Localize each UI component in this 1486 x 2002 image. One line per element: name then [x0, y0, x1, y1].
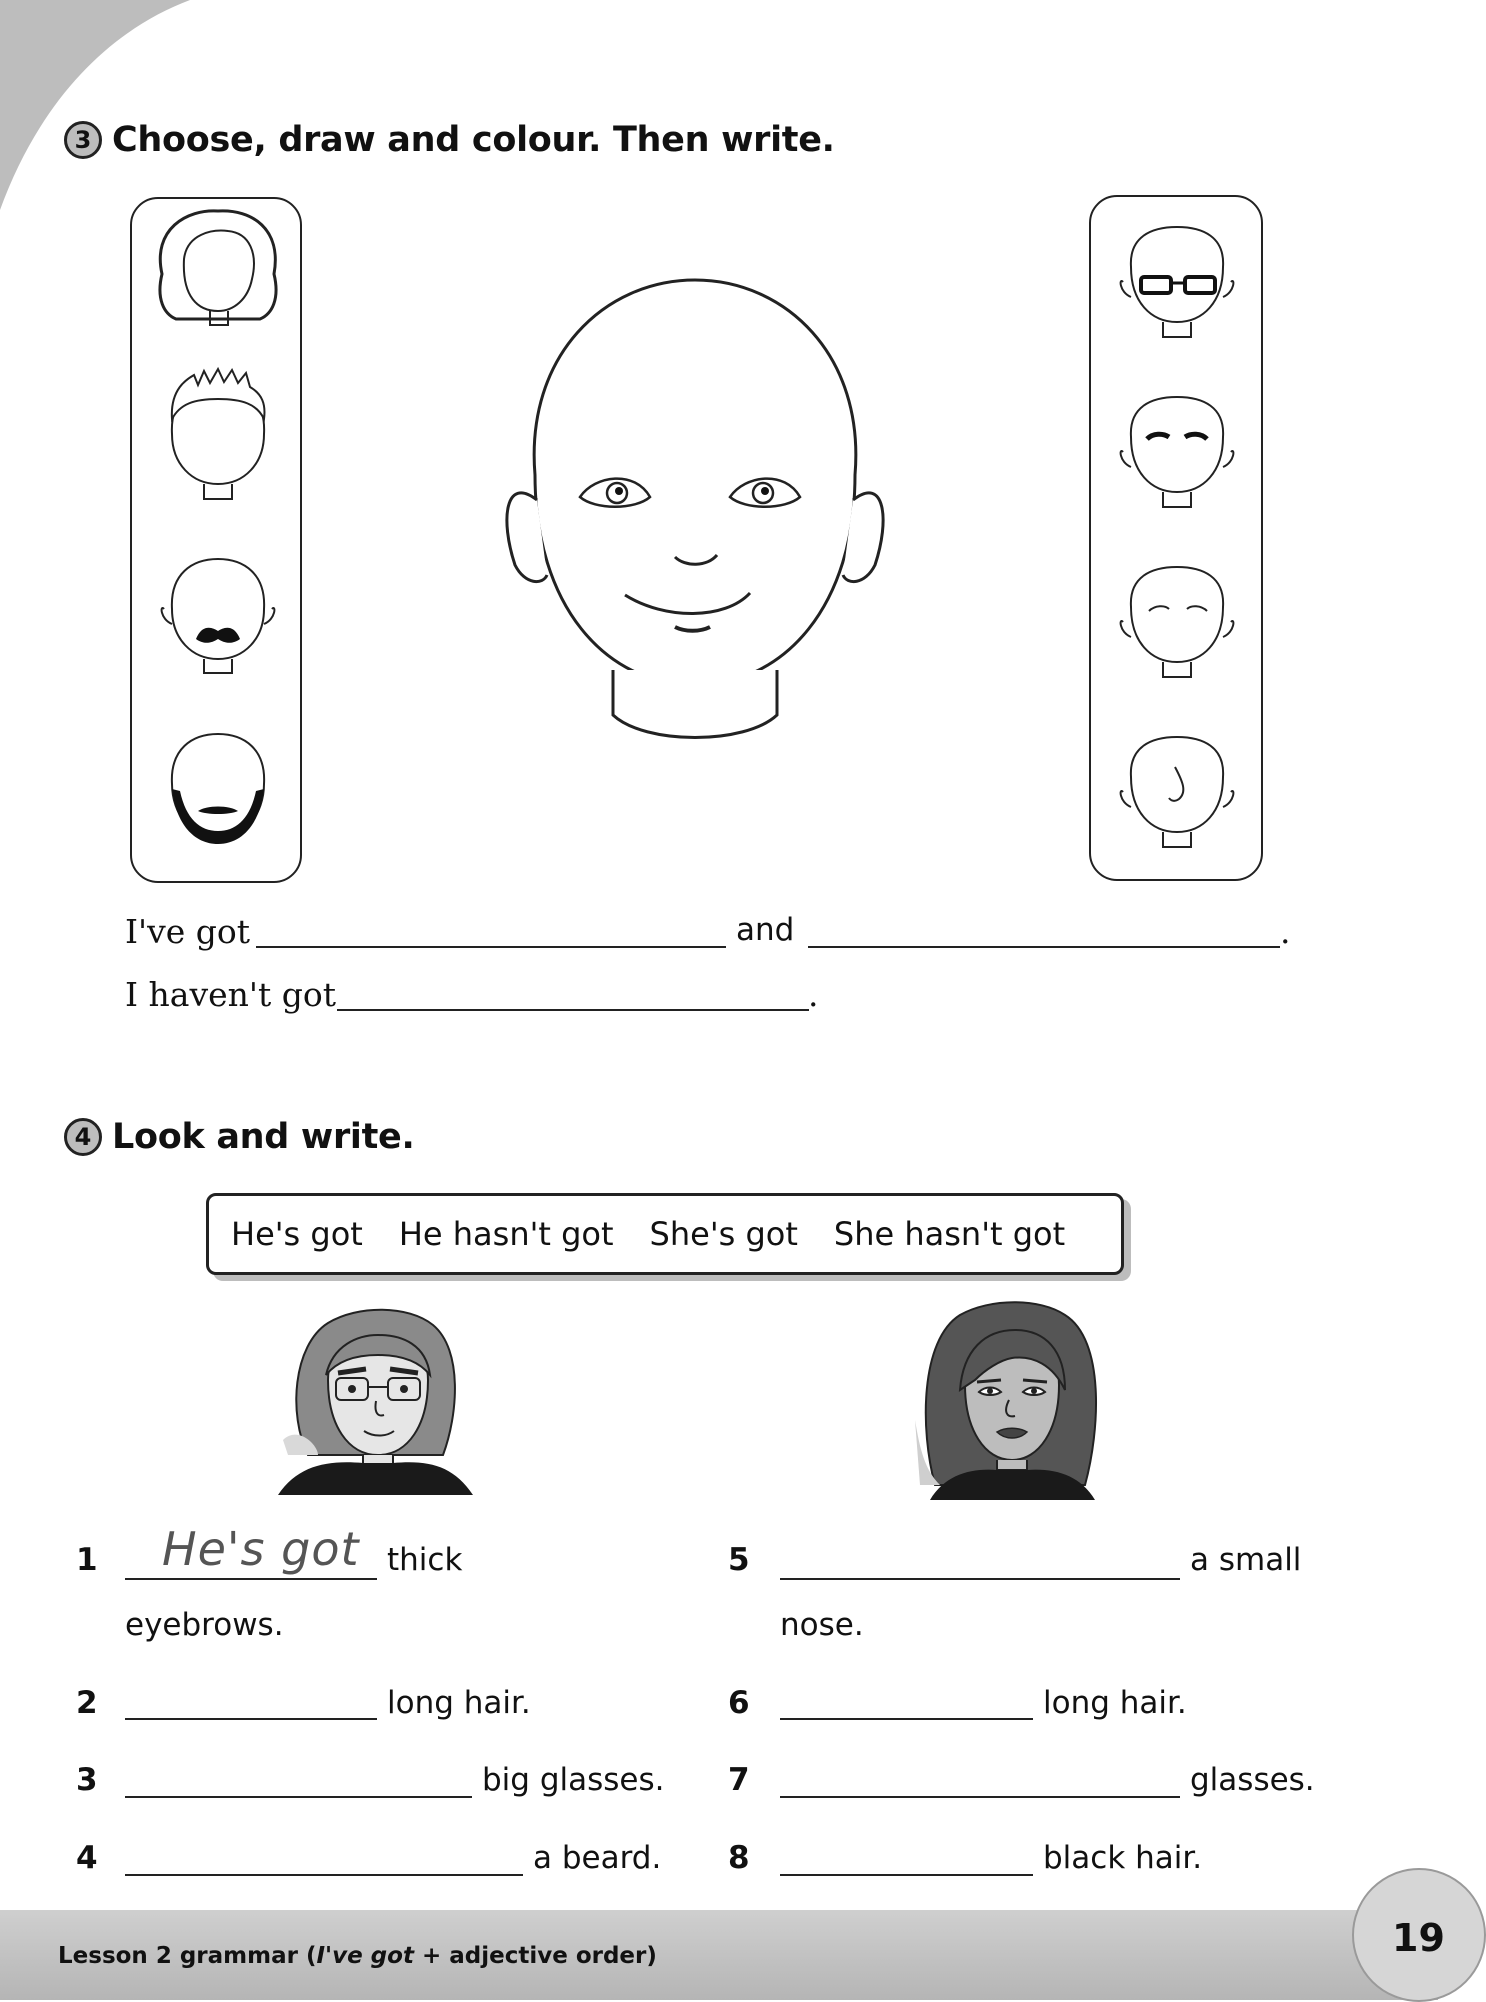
- left-options-panel: [130, 197, 302, 883]
- exercise-3-number: 3: [64, 121, 102, 159]
- answer-blank-5[interactable]: [780, 1578, 1180, 1580]
- footer-lesson: Lesson 2 grammar (: [58, 1943, 317, 1969]
- man-with-glasses-picture: [278, 1305, 473, 1495]
- item-text-6: long hair.: [1043, 1685, 1187, 1721]
- item-number-7: 7: [728, 1762, 750, 1798]
- page-corner-shadow: [0, 0, 190, 210]
- word-option-hes-got: He's got: [231, 1215, 363, 1253]
- answer-blank-4[interactable]: [125, 1874, 523, 1876]
- footer-grammar-italic: I've got: [316, 1943, 414, 1969]
- item-number-2: 2: [76, 1685, 98, 1721]
- eyes-option[interactable]: [1121, 567, 1234, 677]
- item-text-1-cont: eyebrows.: [125, 1607, 284, 1643]
- item-text-3: big glasses.: [482, 1762, 665, 1798]
- item-number-3: 3: [76, 1762, 98, 1798]
- item-number-4: 4: [76, 1840, 98, 1876]
- word-option-he-hasnt-got: He hasn't got: [398, 1215, 614, 1253]
- woman-long-hair-picture: [915, 1300, 1105, 1500]
- ex3-blank-2[interactable]: [808, 946, 1280, 948]
- word-box: [206, 1193, 1124, 1275]
- exercise-4-heading: [64, 1117, 415, 1157]
- answer-blank-6[interactable]: [780, 1718, 1033, 1720]
- answer-blank-3[interactable]: [125, 1796, 472, 1798]
- exercise-3-instruction: Choose, draw and colour. Then write.: [112, 120, 835, 160]
- exercise-3-heading: [64, 120, 835, 160]
- item-text-4: a beard.: [533, 1840, 662, 1876]
- item-text-2: long hair.: [387, 1685, 531, 1721]
- item-number-5: 5: [728, 1542, 750, 1578]
- page-number: 19: [1392, 1916, 1445, 1960]
- ex3-line1-period: .: [1280, 912, 1291, 951]
- answer-blank-2[interactable]: [125, 1718, 377, 1720]
- ex3-blank-3[interactable]: [337, 1009, 809, 1011]
- moustache-option[interactable]: [162, 559, 275, 673]
- ex3-blank-1[interactable]: [256, 946, 726, 948]
- item-text-5-cont: nose.: [780, 1607, 864, 1643]
- item-number-6: 6: [728, 1685, 750, 1721]
- left-options-illustrations: [132, 199, 304, 885]
- nose-option[interactable]: [1121, 737, 1234, 847]
- answer-blank-8[interactable]: [780, 1874, 1033, 1876]
- ex3-line2-period: .: [808, 975, 819, 1014]
- footer-rest: + adjective order): [413, 1943, 657, 1969]
- ex3-line2-start: I haven't got: [125, 975, 336, 1014]
- beard-option[interactable]: [172, 734, 264, 844]
- word-option-shes-got: She's got: [649, 1215, 798, 1253]
- item-number-8: 8: [728, 1840, 750, 1876]
- eyebrows-option[interactable]: [1121, 397, 1234, 507]
- glasses-option[interactable]: [1121, 227, 1234, 337]
- blank-face-drawing[interactable]: [495, 275, 895, 755]
- word-option-she-hasnt-got: She hasn't got: [833, 1215, 1066, 1253]
- item-number-1: 1: [76, 1542, 98, 1578]
- footer-lesson-label: [58, 1943, 657, 1969]
- ex3-line1-and: and: [736, 912, 795, 948]
- exercise-4-instruction: Look and write.: [112, 1117, 415, 1157]
- example-answer: He's got: [162, 1522, 360, 1576]
- right-options-panel: [1089, 195, 1263, 881]
- ex3-line1-start: I've got: [125, 912, 251, 951]
- answer-blank-7[interactable]: [780, 1796, 1180, 1798]
- long-hair-option[interactable]: [160, 211, 276, 325]
- answer-blank-1[interactable]: [125, 1578, 377, 1580]
- item-text-8: black hair.: [1043, 1840, 1203, 1876]
- item-text-7: glasses.: [1190, 1762, 1315, 1798]
- short-hair-option[interactable]: [172, 369, 265, 499]
- item-text-1: thick: [387, 1542, 463, 1578]
- right-options-illustrations: [1091, 197, 1265, 883]
- item-text-5: a small: [1190, 1542, 1302, 1578]
- exercise-4-number: 4: [64, 1118, 102, 1156]
